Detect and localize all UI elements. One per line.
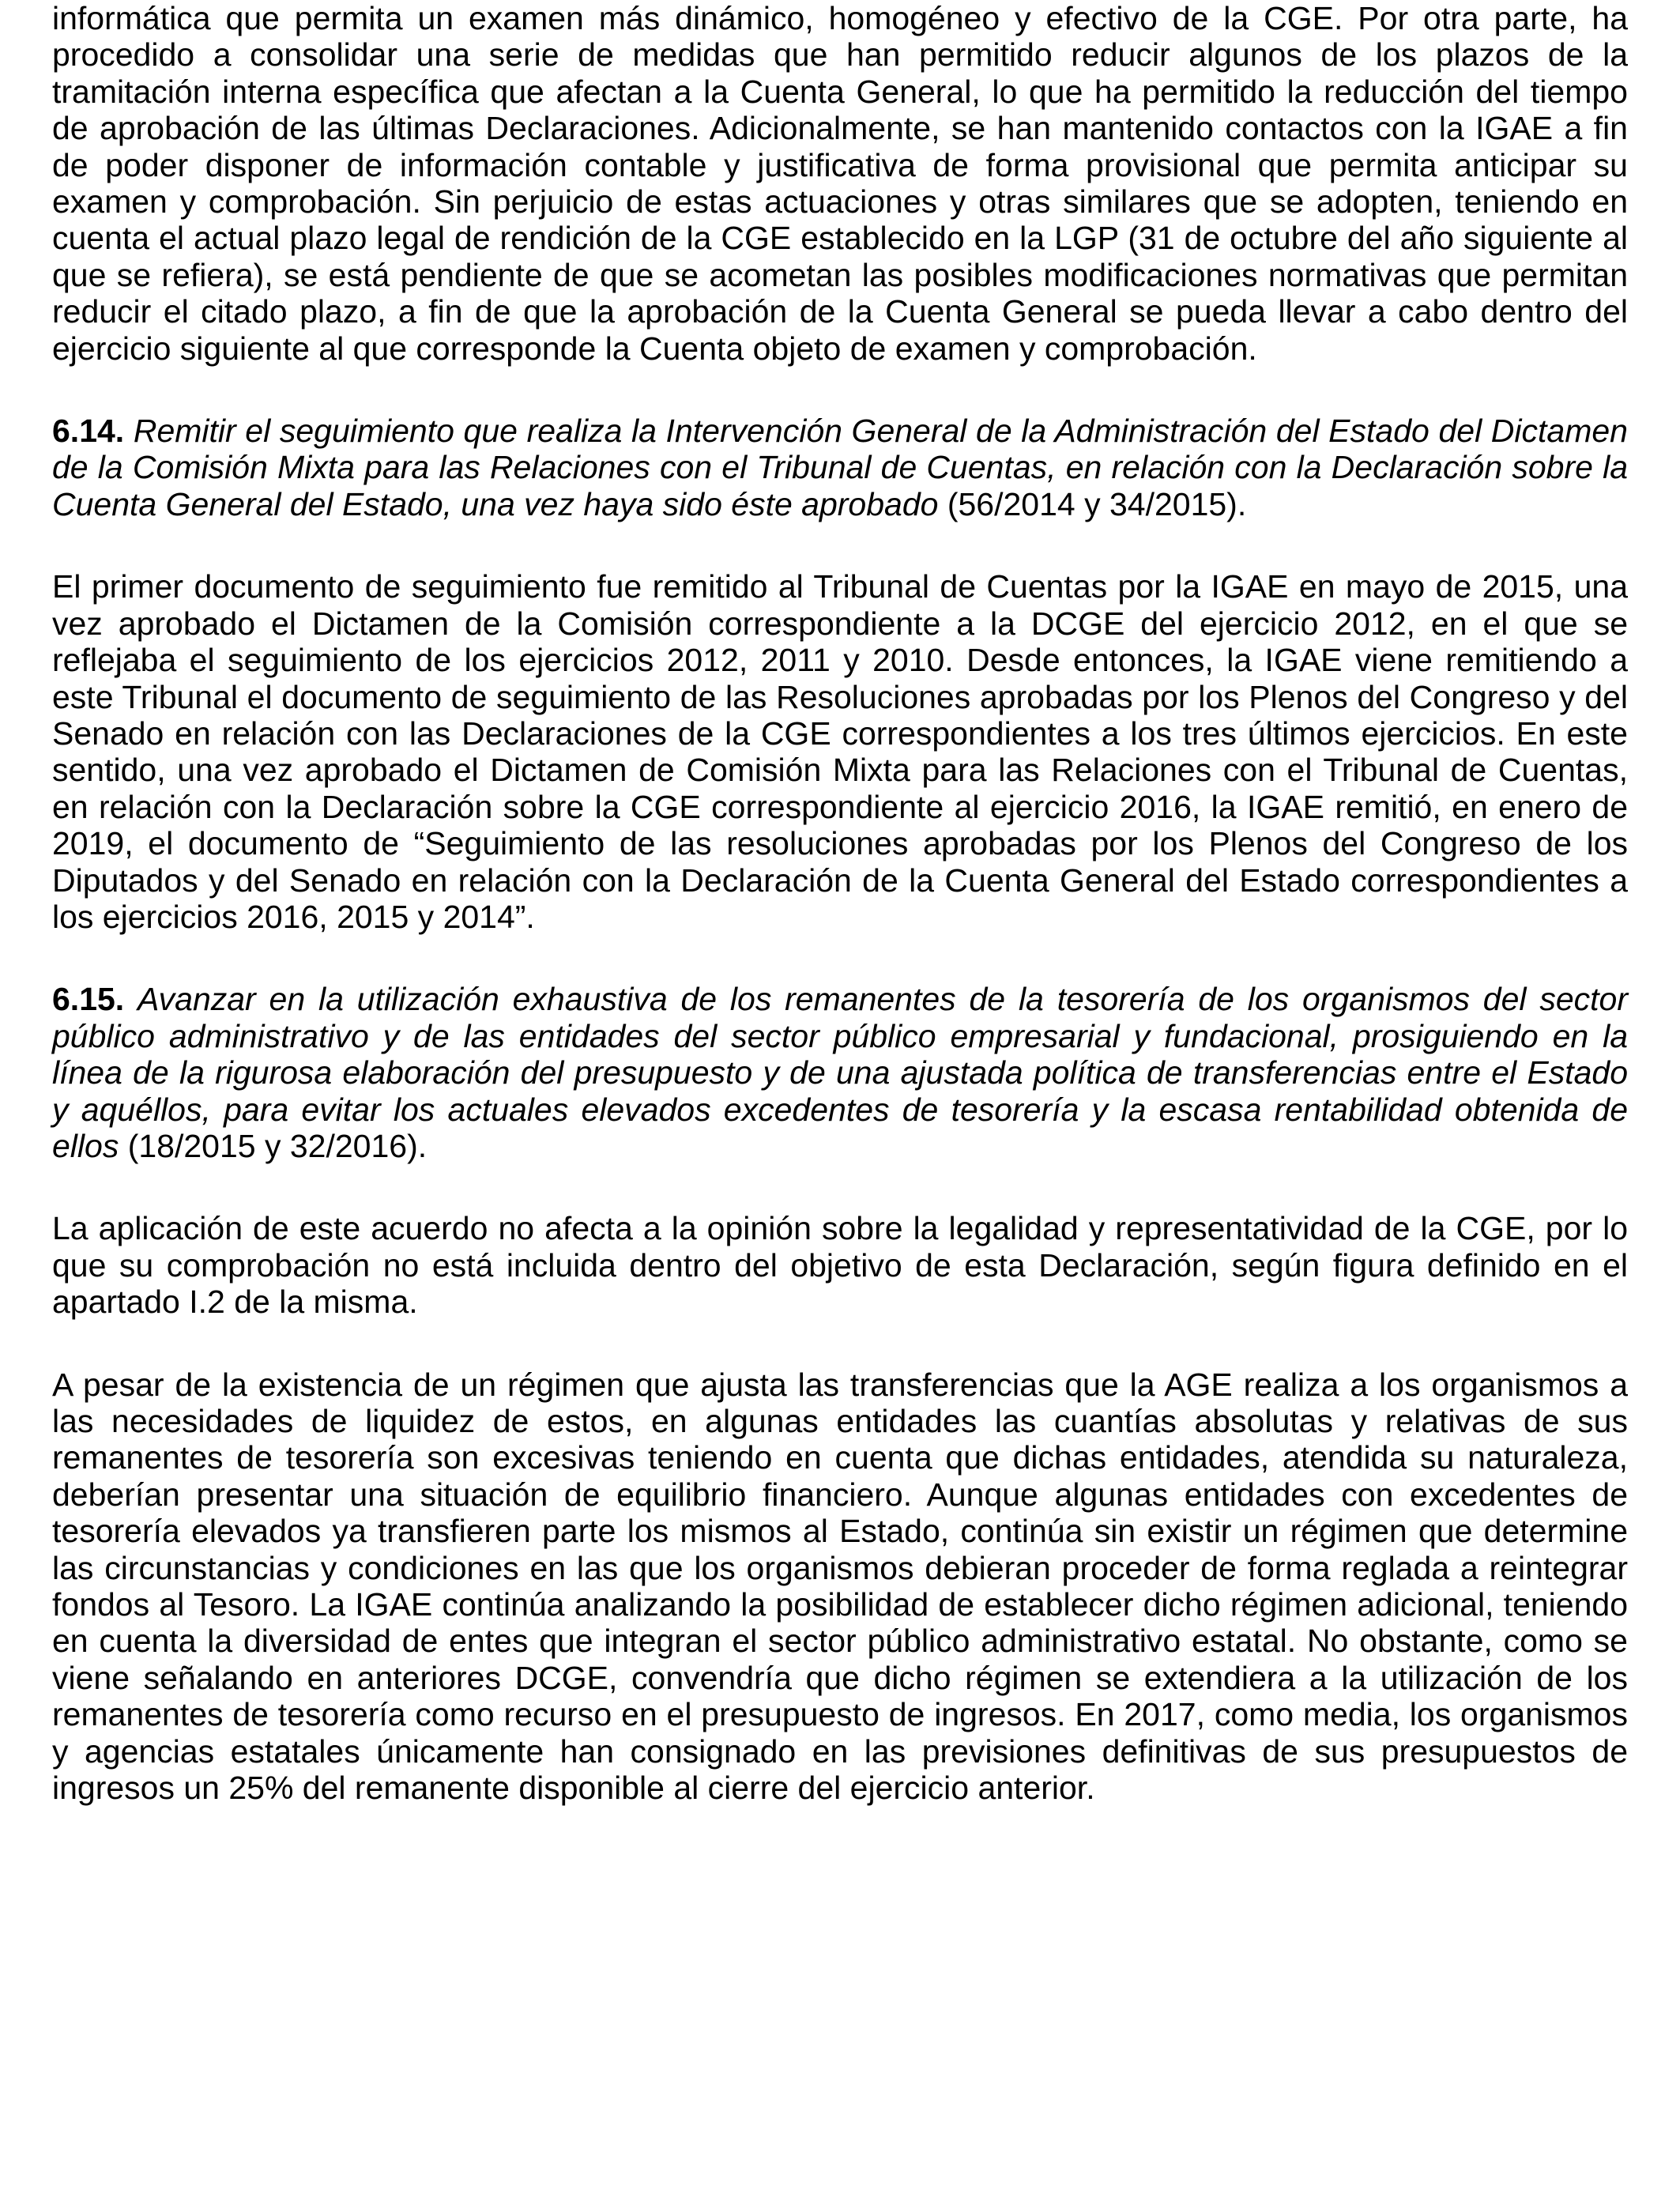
section-number: 6.15.: [52, 981, 125, 1018]
paragraph-aplicacion: La aplicación de este acuerdo no afecta a la opinión sobre la legalidad y representatividad de la CGE, por lo que su comprobación no está incluida dentro del objetivo de esta Declaración, según figura definido en el apartado I.2 de la misma.: [52, 1210, 1628, 1321]
section-6-14-heading: [52, 413, 1628, 522]
paragraph-seguimiento: El primer documento de seguimiento fue remitido al Tribunal de Cuentas por la IGAE en mayo de 2015, una vez aprobado el Dictamen de la Comisión correspondiente a la DCGE del ejercicio 2012, en el que se reflejaba el seguimiento de los ejercicios 2012, 2011 y 2010. Desde entonces, la IGAE viene remitiendo a este Tribunal el documento de seguimiento de las Resoluciones aprobadas por los Plenos del Congreso y del Senado en relación con las Declaraciones de la CGE correspondientes a los tres últimos ejercicios. En este sentido, una vez aprobado el Dictamen de Comisión Mixta para las Relaciones con el Tribunal de Cuentas, en relación con la Declaración sobre la CGE correspondiente al ejercicio 2016, la IGAE remitió, en enero de 2019, el documento de “Seguimiento de las resoluciones aprobadas por los Plenos del Congreso de los Diputados y del Senado en relación con la Declaración de la Cuenta General del Estado correspondientes a los ejercicios 2016, 2015 y 2014”.: [52, 568, 1628, 935]
section-6-15-heading: [52, 981, 1628, 1164]
document-page: [52, 0, 1628, 1806]
paragraph-regimen: A pesar de la existencia de un régimen que ajusta las transferencias que la AGE realiza a los organismos a las necesidades de liquidez de estos, en algunas entidades las cuantías absolutas y relativas de sus remanentes de tesorería son excesivas teniendo en cuenta que dichas entidades, atendida su naturaleza, deberían presentar una situación de equilibrio financiero. Aunque algunas entidades con excedentes de tesorería elevados ya transfieren parte los mismos al Estado, continúa sin existir un régimen que determine las circunstancias y condiciones en las que los organismos debieran proceder de forma reglada a reintegrar fondos al Tesoro. La IGAE continúa analizando la posibilidad de establecer dicho régimen adicional, teniendo en cuenta la diversidad de entes que integran el sector público administrativo estatal. No obstante, como se viene señalando en anteriores DCGE, convendría que dicho régimen se extendiera a la utilización de los remanentes de tesorería como recurso en el presupuesto de ingresos. En 2017, como media, los organismos y agencias estatales únicamente han consignado en las previsiones definitivas de sus presupuestos de ingresos un 25% del remanente disponible al cierre del ejercicio anterior.: [52, 1366, 1628, 1807]
paragraph-continuation: informática que permita un examen más dinámico, homogéneo y efectivo de la CGE. Por otra parte, ha procedido a consolidar una serie de medidas que han permitido reducir algunos de los plazos de la tramitación interna específica que afectan a la Cuenta General, lo que ha permitido la reducción del tiempo de aprobación de las últimas Declaraciones. Adicionalmente, se han mantenido contactos con la IGAE a fin de poder disponer de información contable y justificativa de forma provisional que permita anticipar su examen y comprobación. Sin perjuicio de estas actuaciones y otras similares que se adopten, teniendo en cuenta el actual plazo legal de rendición de la CGE establecido en la LGP (31 de octubre del año siguiente al que se refiera), se está pendiente de que se acometan las posibles modificaciones normativas que permitan reducir el citado plazo, a fin de que la aprobación de la Cuenta General se pueda llevar a cabo dentro del ejercicio siguiente al que corresponde la Cuenta objeto de examen y comprobación.: [52, 0, 1628, 367]
section-reference: (18/2015 y 32/2016).: [119, 1127, 428, 1164]
section-title-italic: Avanzar en la utilización exhaustiva de los remanentes de la tesorería de los organismos del sector público administrativo y de las entidades del sector público empresarial y fundacional, prosiguiendo en la línea de la rigurosa elaboración del presupuesto y de una ajustada política de transferencias entre el Estado y aquéllos, para evitar los actuales elevados excedentes de tesorería y la escasa rentabilidad obtenida de ellos: [52, 981, 1628, 1164]
section-title-italic: Remitir el seguimiento que realiza la Intervención General de la Administración del Estado del Dictamen de la Comisión Mixta para las Relaciones con el Tribunal de Cuentas, en relación con la Declaración sobre la Cuenta General del Estado, una vez haya sido éste aprobado: [52, 413, 1628, 522]
section-number: 6.14.: [52, 413, 125, 450]
section-reference: (56/2014 y 34/2015).: [938, 485, 1247, 522]
